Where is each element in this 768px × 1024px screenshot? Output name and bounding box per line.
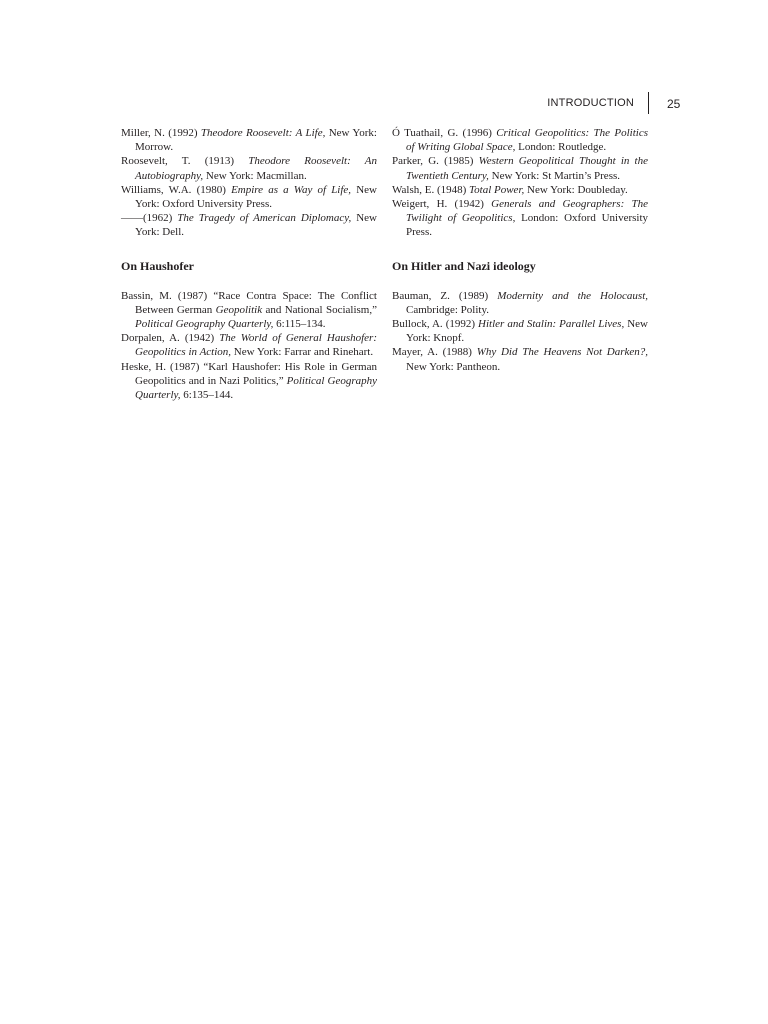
reference-entry: ——(1962) The Tragedy of American Diplomacy, New York: Dell.: [121, 212, 377, 239]
section-heading-haushofer: On Haushofer: [121, 258, 195, 273]
page-number: 25: [667, 97, 681, 111]
running-head: [0, 96, 768, 116]
reference-entry: Walsh, E. (1948) Total Power, New York: Doubleday.: [392, 183, 628, 196]
reference-entry: Roosevelt, T. (1913) Theodore Roosevelt: An Autobiography, New York: Macmillan.: [121, 155, 378, 182]
right-column: [392, 126, 648, 374]
running-head-section-title: INTRODUCTION: [547, 97, 634, 109]
left-column: [121, 126, 377, 402]
reference-entry: Bauman, Z. (1989) Modernity and the Holocaust, Cambridge: Polity.: [392, 289, 648, 316]
reference-entry: Mayer, A. (1988) Why Did The Heavens Not Darken?, New York: Pantheon.: [392, 346, 648, 373]
reference-entry: Dorpalen, A. (1942) The World of General Haushofer: Geopolitics in Action, New York: Farrar and Rinehart.: [121, 332, 378, 359]
reference-entry: Parker, G. (1985) Western Geopolitical Thought in the Twentieth Century, New York: St Martin’s Press.: [392, 155, 648, 182]
reference-entry: Bullock, A. (1992) Hitler and Stalin: Parallel Lives, New York: Knopf.: [392, 318, 648, 345]
section-heading-nazi-ideology: On Hitler and Nazi ideology: [392, 258, 536, 273]
reference-entry: Ó Tuathail, G. (1996) Critical Geopolitics: The Politics of Writing Global Space, London: Routledge.: [392, 127, 648, 154]
reference-entry: Heske, H. (1987) “Karl Haushofer: His Role in German Geopolitics and in Nazi Politics,” Political Geography Quarterly, 6:135–144.: [121, 360, 377, 402]
reference-entry: Weigert, H. (1942) Generals and Geographers: The Twilight of Geopolitics, London: Oxford University Press.: [392, 198, 649, 239]
reference-entry: Bassin, M. (1987) “Race Contra Space: The Conflict Between German Geopolitik and National Socialism,” Political Geography Quarterly, 6:115–134.: [121, 289, 377, 331]
reference-entry: Miller, N. (1992) Theodore Roosevelt: A Life, New York: Morrow.: [121, 127, 377, 154]
reference-entry: Williams, W.A. (1980) Empire as a Way of Life, New York: Oxford University Press.: [121, 183, 377, 211]
running-head-divider: [648, 92, 649, 114]
